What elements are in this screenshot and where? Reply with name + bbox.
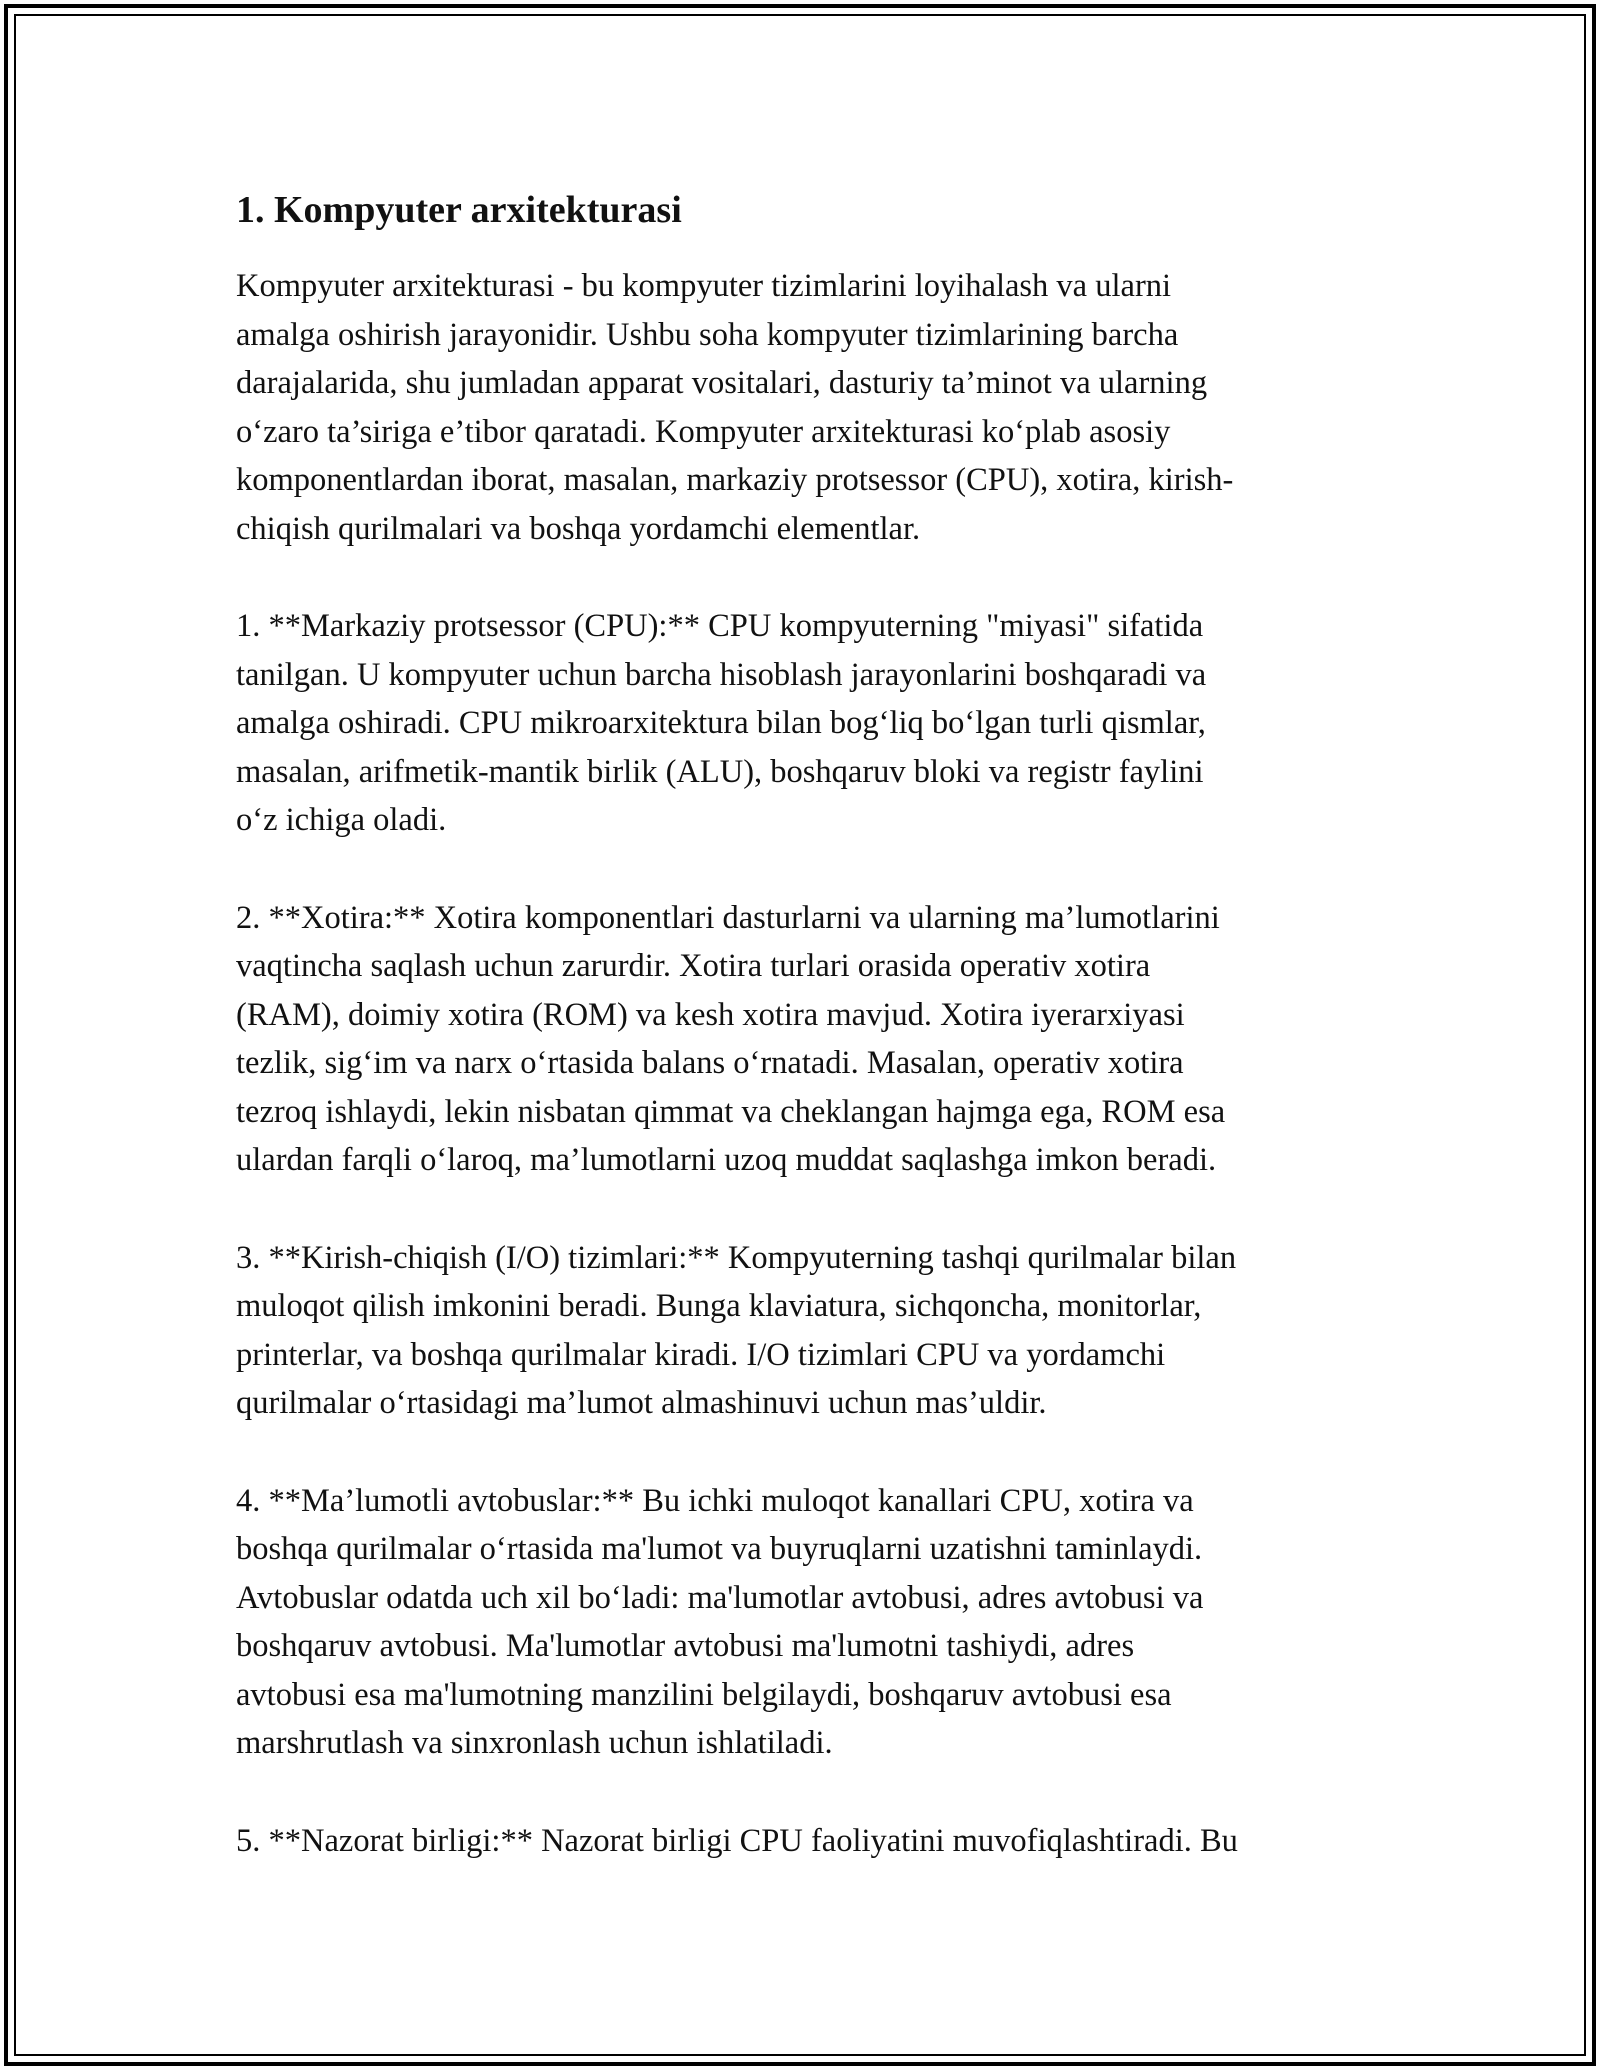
text-line: boshqaruv avtobusi. Ma'lumotlar avtobusi ma'lumotni tashiydi, adres	[236, 1628, 1135, 1664]
text-line: amalga oshirish jarayonidir. Ushbu soha kompyuter tizimlarining barcha	[236, 316, 1179, 353]
text-line: o‘z ichiga oladi.	[236, 802, 447, 838]
text-line: 4. **Ma’lumotli avtobuslar:** Bu ichki muloqot kanallari CPU, xotira va	[236, 1482, 1194, 1519]
text-line: 2. **Xotira:** Xotira komponentlari dasturlarni va ularning ma’lumotlarini	[236, 899, 1220, 936]
text-line: Avtobuslar odatda uch xil bo‘ladi: ma'lumotlar avtobusi, adres avtobusi va	[236, 1579, 1204, 1616]
text-line: Kompyuter arxitekturasi - bu kompyuter tizimlarini loyihalash va ularni	[236, 268, 1172, 304]
control-unit-paragraph	[236, 1817, 1426, 1866]
io-paragraph	[236, 1234, 1426, 1428]
text-line: komponentlardan iborat, masalan, markaziy protsessor (CPU), xotira, kirish-	[236, 462, 1234, 498]
text-line: 5. **Nazorat birligi:** Nazorat birligi CPU faoliyatini muvofiqlashtiradi. Bu	[236, 1822, 1238, 1859]
text-line: tanilgan. U kompyuter uchun barcha hisoblash jarayonlarini boshqaradi va	[236, 656, 1207, 693]
memory-paragraph	[236, 894, 1426, 1185]
text-line: boshqa qurilmalar o‘rtasida ma'lumot va buyruqlarni uzatishni taminlaydi.	[236, 1531, 1203, 1567]
text-line: masalan, arifmetik-mantik birlik (ALU), boshqaruv bloki va registr faylini	[236, 753, 1204, 790]
text-line: darajalarida, shu jumladan apparat vositalari, dasturiy ta’minot va ularning	[236, 365, 1208, 401]
text-line: muloqot qilish imkonini beradi. Bunga klaviatura, sichqoncha, monitorlar,	[236, 1288, 1202, 1324]
text-line: chiqish qurilmalari va boshqa yordamchi elementlar.	[236, 510, 921, 547]
text-line: qurilmalar o‘rtasidagi ma’lumot almashinuvi uchun mas’uldir.	[236, 1385, 1047, 1421]
text-line: ulardan farqli o‘laroq, ma’lumotlarni uzoq muddat saqlashga imkon beradi.	[236, 1142, 1217, 1178]
text-line: 3. **Kirish-chiqish (I/O) tizimlari:** Kompyuterning tashqi qurilmalar bilan	[236, 1239, 1237, 1276]
text-line: tezroq ishlaydi, lekin nisbatan qimmat va cheklangan hajmga ega, ROM esa	[236, 1093, 1226, 1130]
text-line: marshrutlash va sinxronlash uchun ishlatiladi.	[236, 1725, 833, 1761]
text-line: printerlar, va boshqa qurilmalar kiradi. I/O tizimlari CPU va yordamchi	[236, 1336, 1166, 1373]
text-line: tezlik, sig‘im va narx o‘rtasida balans o‘rnatadi. Masalan, operativ xotira	[236, 1045, 1184, 1081]
text-line: o‘zaro ta’siriga e’tibor qaratadi. Kompyuter arxitekturasi ko‘plab asosiy	[236, 413, 1171, 450]
text-line: avtobusi esa ma'lumotning manzilini belgilaydi, boshqaruv avtobusi esa	[236, 1676, 1172, 1713]
text-line: 1. **Markaziy protsessor (CPU):** CPU kompyuterning "miyasi" sifatida	[236, 608, 1204, 644]
bus-paragraph	[236, 1477, 1426, 1768]
cpu-paragraph	[236, 602, 1426, 845]
text-line: amalga oshiradi. CPU mikroarxitektura bilan bog‘liq bo‘lgan turli qismlar,	[236, 705, 1206, 741]
document-body	[236, 186, 1426, 1914]
text-line: (RAM), doimiy xotira (ROM) va kesh xotira mavjud. Xotira iyerarxiyasi	[236, 996, 1185, 1033]
intro-paragraph	[236, 262, 1426, 553]
text-line: vaqtincha saqlash uchun zarurdir. Xotira turlari orasida operativ xotira	[236, 948, 1151, 984]
section-heading: 1. Kompyuter arxitekturasi	[236, 189, 682, 231]
